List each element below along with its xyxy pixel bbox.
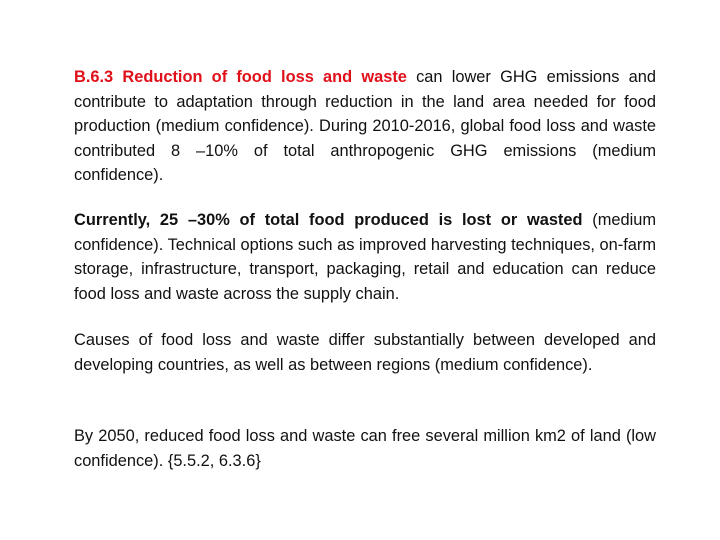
section-heading: B.6.3 Reduction of food loss and waste	[74, 68, 407, 86]
paragraph-body: By 2050, reduced food loss and waste can free several million km2 of land (low confidence). {5.5.2, 6.3.6}	[74, 427, 656, 470]
paragraph-body: can lower GHG emissions and contribute to adaptation through reduction in the land area needed for food production (medium confidence). During 2010-2016, global food loss and waste contributed 8 –10% of total anthropogenic GHG emissions (medium confidence).	[74, 68, 656, 184]
paragraph-food-loss-reduction	[74, 65, 656, 188]
paragraph-body: Causes of food loss and waste differ substantially between developed and developing countries, as well as between regions (medium confidence).	[74, 331, 656, 374]
paragraph-causes	[74, 328, 656, 377]
paragraph-food-lost-share	[74, 208, 656, 306]
paragraph-body: (medium confidence). Technical options such as improved harvesting techniques, on-farm storage, infrastructure, transport, packaging, retail and education can reduce food loss and waste across the supply chain.	[74, 211, 657, 303]
paragraph-land-freed	[74, 424, 656, 473]
paragraph-lead: Currently, 25 –30% of total food produced is lost or wasted	[74, 211, 583, 229]
